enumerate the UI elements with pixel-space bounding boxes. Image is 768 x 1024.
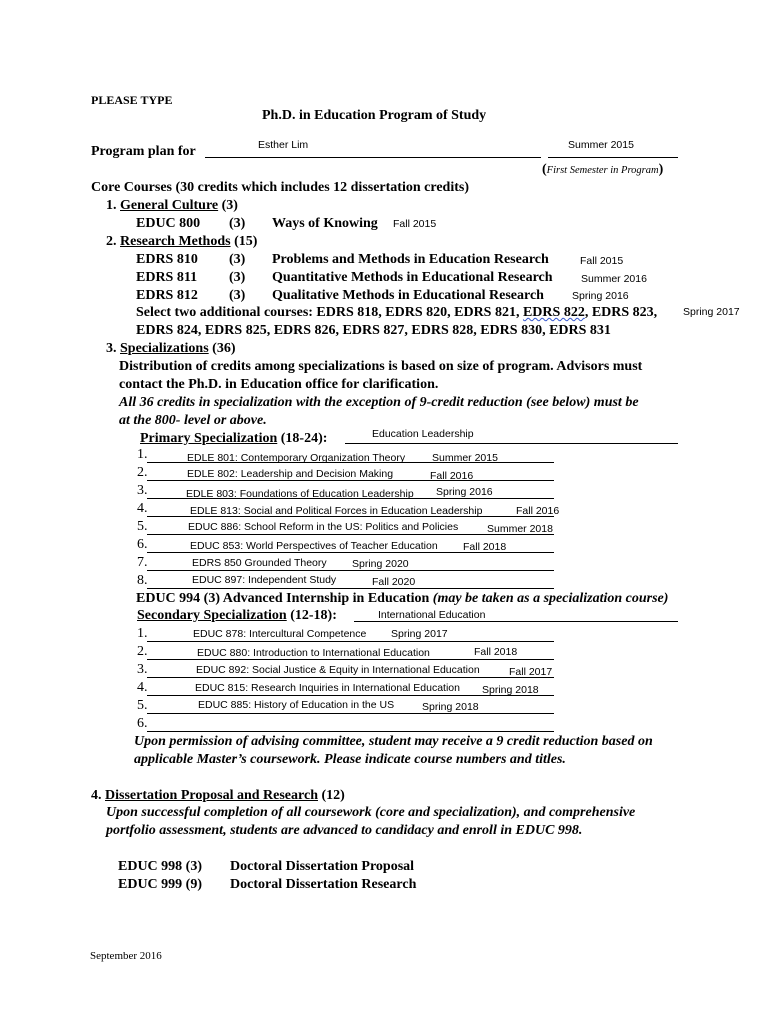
student-name-field[interactable]: Esther Lim <box>258 139 309 151</box>
list-item-number: 6. <box>137 716 148 731</box>
primary-course-field[interactable]: EDUC 853: World Perspectives of Teacher Education <box>190 540 438 552</box>
list-item-line <box>147 588 554 589</box>
specializations-heading <box>106 341 236 357</box>
list-item-number: 6. <box>137 537 148 552</box>
section-credits: (36) <box>212 341 236 356</box>
primary-term-field[interactable]: Summer 2015 <box>432 452 498 464</box>
list-item-number: 8. <box>137 573 148 588</box>
primary-specialization-label <box>140 431 327 447</box>
section-num: 3. <box>106 341 117 356</box>
caption-text: First Semester in Program <box>546 165 659 176</box>
first-semester-line <box>548 157 678 158</box>
label-text: Primary Specialization <box>140 431 278 446</box>
course-term-field[interactable]: Fall 2015 <box>393 218 437 230</box>
primary-course-field[interactable]: EDUC 897: Independent Study <box>192 574 337 586</box>
select-text-c: , EDRS 823, <box>584 305 658 320</box>
label-text: Secondary Specialization <box>137 608 287 623</box>
course-title: Doctoral Dissertation Proposal <box>230 859 415 874</box>
list-item-line <box>147 480 554 481</box>
course-title: Ways of Knowing <box>272 216 378 231</box>
course-credits: (3) <box>229 216 246 231</box>
secondary-course-field[interactable]: EDUC 892: Social Justice & Equity in International Education <box>196 664 480 676</box>
list-item-number: 3. <box>137 662 148 677</box>
list-item-number: 5. <box>137 519 148 534</box>
course-credits: (3) <box>229 288 246 303</box>
secondary-course-field[interactable]: EDUC 880: Introduction to International Education <box>197 647 430 659</box>
primary-term-field[interactable]: Fall 2020 <box>372 576 416 588</box>
primary-course-field[interactable]: EDLE 813: Social and Political Forces in Education Leadership <box>190 505 483 517</box>
list-item-number: 4. <box>137 501 148 516</box>
please-type-label: PLEASE TYPE <box>91 93 173 107</box>
course-term-field[interactable]: Fall 2015 <box>580 255 624 267</box>
program-plan-label: Program plan for <box>91 144 196 159</box>
select-additional-courses <box>136 305 657 321</box>
select-text-a: Select two additional courses: EDRS 818, EDRS 820, EDRS 821, <box>136 305 523 320</box>
secondary-term-field[interactable]: Spring 2018 <box>422 701 479 713</box>
course-title: Problems and Methods in Education Research <box>272 252 549 267</box>
secondary-course-field[interactable]: EDUC 885: History of Education in the US <box>198 699 395 711</box>
reduction-note-2: applicable Master’s coursework. Please indicate course numbers and titles. <box>134 752 566 767</box>
dissertation-heading <box>91 788 345 804</box>
dissertation-italic-1: Upon successful completion of all coursework (core and specialization), and comprehensive <box>106 805 636 820</box>
section-credits: (15) <box>234 234 258 249</box>
primary-term-field[interactable]: Spring 2016 <box>436 486 493 498</box>
first-semester-field[interactable]: Summer 2015 <box>568 139 634 151</box>
primary-specialization-field[interactable]: Education Leadership <box>372 428 474 440</box>
course-code: EDRS 810 <box>136 252 198 267</box>
caption-open: ( <box>542 162 547 177</box>
list-item-line <box>147 659 554 660</box>
research-methods-heading <box>106 234 257 250</box>
section-num: 1. <box>106 198 117 213</box>
section-title: Specializations <box>120 341 209 356</box>
primary-course-field[interactable]: EDUC 886: School Reform in the US: Politics and Policies <box>188 521 459 533</box>
select-additional-courses-2: EDRS 824, EDRS 825, EDRS 826, EDRS 827, EDRS 828, EDRS 830, EDRS 831 <box>136 323 611 338</box>
course-credits: (3) <box>229 252 246 267</box>
secondary-specialization-line <box>354 621 678 622</box>
course-term-field[interactable]: Summer 2016 <box>581 273 647 285</box>
list-item-line <box>147 641 554 642</box>
label-credits: (18-24): <box>280 431 328 446</box>
reduction-note-1: Upon permission of advising committee, student may receive a 9 credit reduction based on <box>134 734 653 749</box>
spec-italic-1: All 36 credits in specialization with the exception of 9-credit reduction (see below) must be <box>119 395 639 410</box>
list-item-line <box>147 677 554 678</box>
primary-term-field[interactable]: Summer 2018 <box>487 523 553 535</box>
list-item-number: 7. <box>137 555 148 570</box>
secondary-specialization-field[interactable]: International Education <box>378 609 486 621</box>
list-item-number: 4. <box>137 680 148 695</box>
course-term-field[interactable]: Spring 2016 <box>572 290 629 302</box>
select-term-field[interactable]: Spring 2017 <box>683 306 740 318</box>
list-item-number: 5. <box>137 698 148 713</box>
section-title: Research Methods <box>120 234 231 249</box>
student-name-line <box>205 157 541 158</box>
secondary-term-field[interactable]: Spring 2018 <box>482 684 539 696</box>
section-num: 4. <box>91 788 102 803</box>
course-code: EDUC 800 <box>136 216 201 231</box>
primary-course-field[interactable]: EDLE 801: Contemporary Organization Theory <box>187 452 406 464</box>
spec-note-1: Distribution of credits among specializations is based on size of program. Advisors must <box>119 359 643 374</box>
core-courses-heading: Core Courses (30 credits which includes 12 dissertation credits) <box>91 180 469 195</box>
first-semester-caption <box>542 162 663 178</box>
course-code: EDUC 998 (3) <box>118 859 202 874</box>
section-title: Dissertation Proposal and Research <box>105 788 318 803</box>
footer-date: September 2016 <box>90 950 162 962</box>
primary-term-field[interactable]: Fall 2016 <box>516 505 560 517</box>
section-credits: (3) <box>221 198 238 213</box>
general-culture-heading <box>106 198 238 214</box>
section-credits: (12) <box>321 788 345 803</box>
internship-text: EDUC 994 (3) Advanced Internship in Education <box>136 591 430 606</box>
select-text-b: EDRS 822 <box>522 305 585 320</box>
course-credits: (3) <box>229 270 246 285</box>
course-code: EDRS 812 <box>136 288 198 303</box>
dissertation-italic-2: portfolio assessment, students are advanced to candidacy and enroll in EDUC 998. <box>106 823 583 838</box>
section-num: 2. <box>106 234 117 249</box>
list-item-line <box>147 731 554 732</box>
secondary-course-field[interactable]: EDUC 815: Research Inquiries in International Education <box>195 682 460 694</box>
secondary-term-field[interactable]: Fall 2018 <box>474 646 518 658</box>
list-item-line <box>147 570 554 571</box>
primary-term-field[interactable]: Fall 2016 <box>430 470 474 482</box>
primary-term-field[interactable]: Spring 2020 <box>352 558 409 570</box>
course-educ-800 <box>136 216 200 232</box>
spec-italic-2: at the 800- level or above. <box>119 413 267 428</box>
label-credits: (12-18): <box>290 608 337 623</box>
list-item-number: 2. <box>137 644 148 659</box>
course-title: Qualitative Methods in Educational Research <box>272 288 544 303</box>
primary-course-field[interactable]: EDRS 850 Grounded Theory <box>192 557 327 569</box>
internship-note: (may be taken as a specialization course) <box>432 591 669 606</box>
primary-course-field[interactable]: EDLE 803: Foundations of Education Leadership <box>186 488 414 500</box>
caption-close: ) <box>658 162 664 177</box>
primary-term-field[interactable]: Fall 2018 <box>463 541 507 553</box>
internship-line <box>136 591 668 607</box>
course-code: EDRS 811 <box>136 270 198 285</box>
primary-course-field[interactable]: EDLE 802: Leadership and Decision Making <box>187 468 394 480</box>
course-title: Doctoral Dissertation Research <box>230 877 417 892</box>
primary-specialization-line <box>345 443 678 444</box>
list-item-number: 1. <box>137 447 148 462</box>
section-title: General Culture <box>120 198 219 213</box>
spec-note-2: contact the Ph.D. in Education office for clarification. <box>119 377 439 392</box>
page-title: Ph.D. in Education Program of Study <box>262 108 487 123</box>
list-item-number: 3. <box>137 483 148 498</box>
secondary-specialization-label <box>137 608 337 624</box>
course-title: Quantitative Methods in Educational Research <box>272 270 553 285</box>
secondary-term-field[interactable]: Spring 2017 <box>391 628 448 640</box>
list-item-number: 1. <box>137 626 148 641</box>
list-item-line <box>147 713 554 714</box>
list-item-number: 2. <box>137 465 148 480</box>
secondary-course-field[interactable]: EDUC 878: Intercultural Competence <box>193 628 367 640</box>
secondary-term-field[interactable]: Fall 2017 <box>509 666 553 678</box>
course-code: EDUC 999 (9) <box>118 877 202 892</box>
